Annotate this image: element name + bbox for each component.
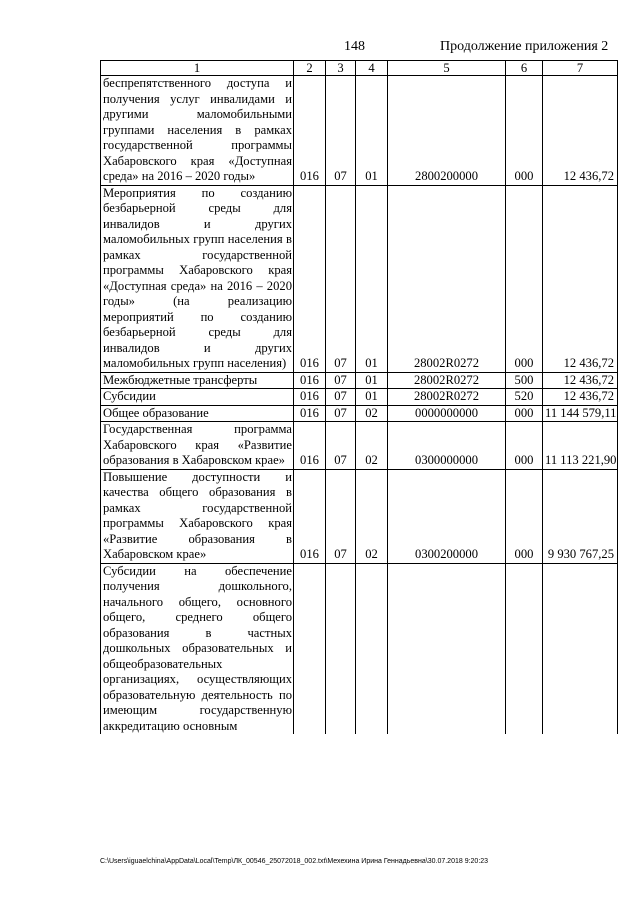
table-row bbox=[101, 422, 618, 470]
amount bbox=[543, 563, 618, 734]
amount: 12 436,72 bbox=[543, 185, 618, 372]
target-article: 28002R0272 bbox=[388, 372, 506, 389]
amount: 9 930 767,25 bbox=[543, 469, 618, 563]
subsection-code: 01 bbox=[356, 389, 388, 406]
amount: 12 436,72 bbox=[543, 76, 618, 186]
table-row bbox=[101, 405, 618, 422]
grbs-code: 016 bbox=[294, 422, 326, 470]
grbs-code: 016 bbox=[294, 76, 326, 186]
target-article: 0300000000 bbox=[388, 422, 506, 470]
section-code: 07 bbox=[326, 76, 356, 186]
expense-type bbox=[506, 563, 543, 734]
subsection-code: 02 bbox=[356, 469, 388, 563]
section-code: 07 bbox=[326, 372, 356, 389]
target-article: 0300200000 bbox=[388, 469, 506, 563]
section-code: 07 bbox=[326, 469, 356, 563]
expense-type: 000 bbox=[506, 185, 543, 372]
section-code: 07 bbox=[326, 389, 356, 406]
row-name: Общее образование bbox=[101, 405, 294, 422]
table-row bbox=[101, 563, 618, 734]
target-article: 0000000000 bbox=[388, 405, 506, 422]
subsection-code: 01 bbox=[356, 76, 388, 186]
expense-type: 000 bbox=[506, 469, 543, 563]
subsection-code bbox=[356, 563, 388, 734]
grbs-code: 016 bbox=[294, 389, 326, 406]
expense-type: 500 bbox=[506, 372, 543, 389]
file-path-footer: C:\Users\iguaelchina\AppData\Local\Temp\ЛК_00546_25072018_002.txt\Мехехина Ирина Геннадьевна\30.07.2018 9:20:23 bbox=[100, 858, 489, 865]
target-article: 2800200000 bbox=[388, 76, 506, 186]
target-article: 28002R0272 bbox=[388, 389, 506, 406]
continuation-title: Продолжение приложения 2 bbox=[440, 39, 609, 54]
table-row bbox=[101, 372, 618, 389]
subsection-code: 02 bbox=[356, 422, 388, 470]
section-code: 07 bbox=[326, 185, 356, 372]
column-header: 5 bbox=[388, 61, 506, 76]
subsection-code: 01 bbox=[356, 372, 388, 389]
table-row bbox=[101, 469, 618, 563]
amount: 11 144 579,11 bbox=[543, 405, 618, 422]
row-name: беспрепятственного доступа и получения услуг инвалидами и другими маломобильными группами населения в рамках государственной программы Хабаровского края «Доступная среда» на 2016 – 2020 годы» bbox=[101, 76, 294, 186]
column-number-row bbox=[101, 61, 618, 76]
row-name: Государственная программа Хабаровского края «Развитие образования в Хабаровском крае» bbox=[101, 422, 294, 470]
row-name: Субсидии bbox=[101, 389, 294, 406]
amount: 12 436,72 bbox=[543, 372, 618, 389]
subsection-code: 02 bbox=[356, 405, 388, 422]
section-code: 07 bbox=[326, 422, 356, 470]
expense-type: 520 bbox=[506, 389, 543, 406]
column-header: 3 bbox=[326, 61, 356, 76]
section-code: 07 bbox=[326, 405, 356, 422]
target-article bbox=[388, 563, 506, 734]
grbs-code: 016 bbox=[294, 372, 326, 389]
row-name: Мероприятия по созданию безбарьерной среды для инвалидов и других маломобильных групп населения в рамках государственной программы Хабаровского края «Доступная среда» на 2016 – 2020 годы» (на реализацию мероприятий по созданию безбарьерной среды для инвалидов и других маломобильных групп населения) bbox=[101, 185, 294, 372]
expense-type: 000 bbox=[506, 76, 543, 186]
table-row bbox=[101, 76, 618, 186]
amount: 11 113 221,90 bbox=[543, 422, 618, 470]
subsection-code: 01 bbox=[356, 185, 388, 372]
grbs-code: 016 bbox=[294, 405, 326, 422]
column-header: 6 bbox=[506, 61, 543, 76]
page-number: 148 bbox=[344, 39, 365, 54]
table-row bbox=[101, 185, 618, 372]
column-header: 2 bbox=[294, 61, 326, 76]
section-code bbox=[326, 563, 356, 734]
row-name: Субсидии на обеспечение получения дошкольного, начального общего, основного общего, среднего общего образования в частных дошкольных образовательных и общеобразовательных организациях, осуществляющих образовательную деятельность по имеющим государственную аккредитацию основным bbox=[101, 563, 294, 734]
amount: 12 436,72 bbox=[543, 389, 618, 406]
column-header: 7 bbox=[543, 61, 618, 76]
budget-table bbox=[100, 60, 618, 734]
grbs-code: 016 bbox=[294, 185, 326, 372]
table-row bbox=[101, 389, 618, 406]
grbs-code bbox=[294, 563, 326, 734]
row-name: Повышение доступности и качества общего образования в рамках государственной программы Хабаровского края «Развитие образования в Хабаровском крае» bbox=[101, 469, 294, 563]
column-header: 1 bbox=[101, 61, 294, 76]
grbs-code: 016 bbox=[294, 469, 326, 563]
expense-type: 000 bbox=[506, 405, 543, 422]
column-header: 4 bbox=[356, 61, 388, 76]
expense-type: 000 bbox=[506, 422, 543, 470]
row-name: Межбюджетные трансферты bbox=[101, 372, 294, 389]
target-article: 28002R0272 bbox=[388, 185, 506, 372]
